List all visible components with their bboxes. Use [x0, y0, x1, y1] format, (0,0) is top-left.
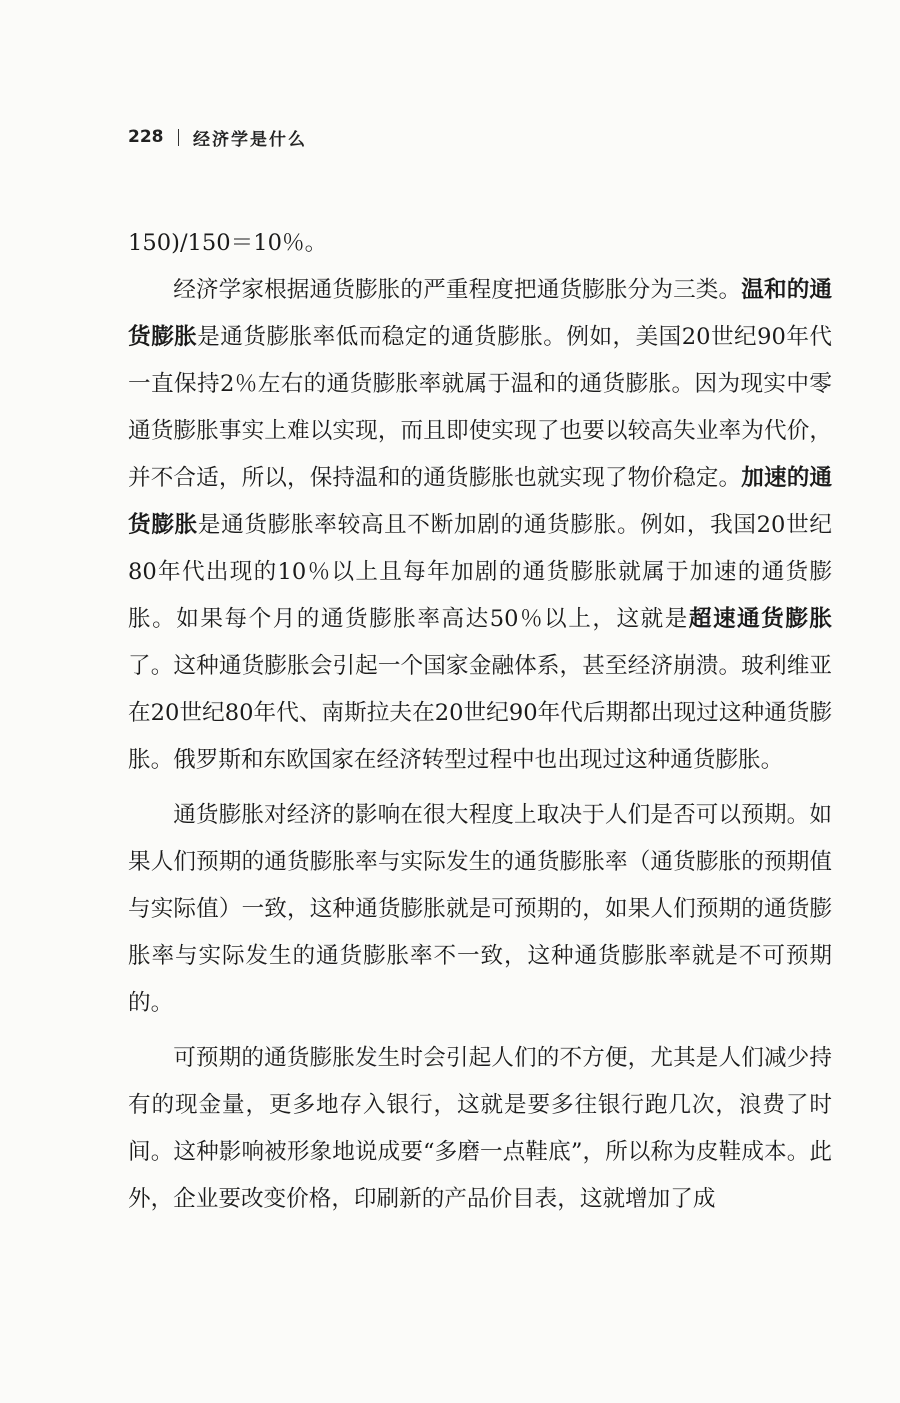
text-run: 了。这种通货膨胀会引起一个国家金融体系，甚至经济崩溃。玻利维亚在20世纪80年代、南斯拉夫在20世纪90年代后期都出现过这种通货膨胀。俄罗斯和东欧国家在经济转型过程中也出现过这种通货膨胀。	[128, 653, 832, 773]
bold-term: 加速的通货膨胀	[128, 465, 833, 538]
text-run: 可预期的通货膨胀发生时会引起人们的不方便，尤其是人们减少持有的现金量，更多地存入银行，这就是要多往银行跑几次，浪费了时间。这种影响被形象地说成要“多磨一点鞋底”，所以称为皮鞋成本。此外，企业要改变价格，印刷新的产品价目表，这就增加了成	[128, 1045, 832, 1212]
header-divider	[178, 129, 180, 146]
paragraph	[128, 220, 832, 267]
book-title: 经济学是什么	[193, 129, 307, 150]
page-number: 228	[128, 127, 164, 147]
text-run: 通货膨胀对经济的影响在很大程度上取决于人们是否可以预期。如果人们预期的通货膨胀率与实际发生的通货膨胀率（通货膨胀的预期值与实际值）一致，这种通货膨胀就是可预期的，如果人们预期的通货膨胀率与实际发生的通货膨胀率不一致，这种通货膨胀率就是不可预期的。	[128, 802, 832, 1016]
text-run: 是通货膨胀率低而稳定的通货膨胀。例如，美国20世纪90年代一直保持2％左右的通货膨胀率就属于温和的通货膨胀。因为现实中零通货膨胀事实上难以实现，而且即使实现了也要以较高失业率为代价，并不合适，所以，保持温和的通货膨胀也就实现了物价稳定。	[128, 324, 833, 491]
bold-term: 温和的通货膨胀	[128, 277, 833, 350]
text-run: 150)/150＝10％。	[128, 230, 328, 256]
running-header	[128, 122, 307, 152]
paragraph	[128, 267, 832, 784]
text-run: 经济学家根据通货膨胀的严重程度把通货膨胀分为三类。	[173, 277, 742, 303]
body-text	[128, 220, 832, 1223]
paragraph	[128, 792, 832, 1027]
bold-term: 超速通货膨胀	[688, 606, 833, 632]
paragraph	[128, 1035, 832, 1223]
text-run: 是通货膨胀率较高且不断加剧的通货膨胀。例如，我国20世纪80年代出现的10％以上且每年加剧的通货膨胀就属于加速的通货膨胀。如果每个月的通货膨胀率高达50％以上，这就是	[128, 512, 833, 632]
